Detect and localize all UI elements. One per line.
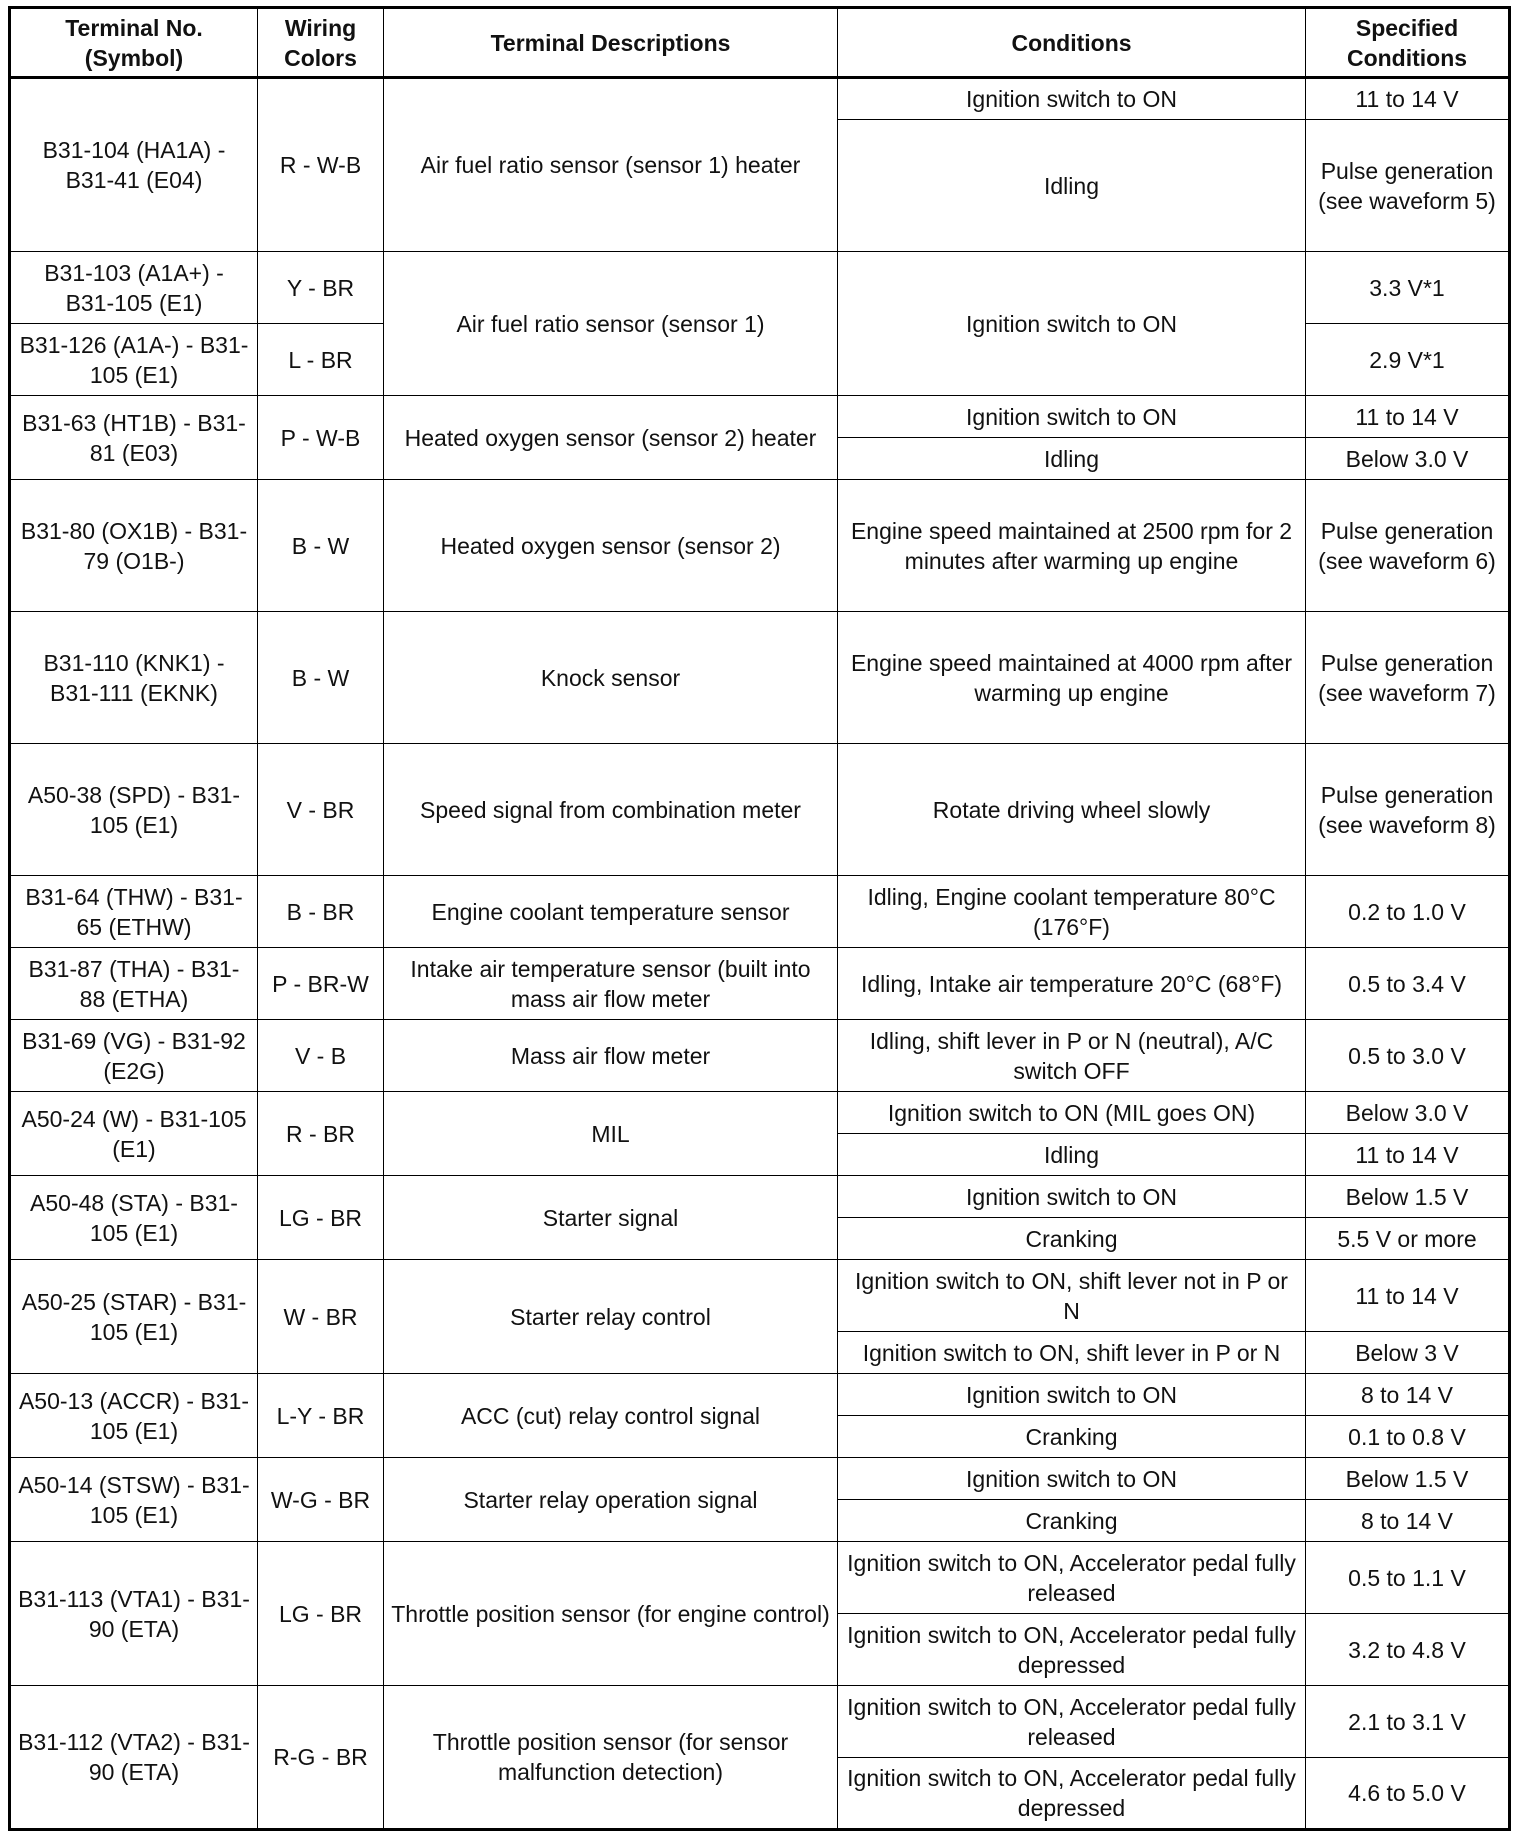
terminal-cell: B31-69 (VG) - B31-92 (E2G)	[10, 1020, 258, 1092]
spec-cell: 11 to 14 V	[1306, 78, 1510, 120]
spec-cell: Pulse generation (see waveform 6)	[1306, 480, 1510, 612]
spec-cell: 8 to 14 V	[1306, 1374, 1510, 1416]
condition-cell: Cranking	[838, 1416, 1306, 1458]
spec-cell: Below 1.5 V	[1306, 1458, 1510, 1500]
description-cell: Intake air temperature sensor (built into mass air flow meter	[384, 948, 838, 1020]
spec-cell: 2.9 V*1	[1306, 324, 1510, 396]
wiring-cell: R - BR	[258, 1092, 384, 1176]
terminal-inspection-table	[8, 6, 1511, 1831]
description-cell: Throttle position sensor (for engine control)	[384, 1542, 838, 1686]
wiring-cell: P - W-B	[258, 396, 384, 480]
description-cell: MIL	[384, 1092, 838, 1176]
wiring-cell: V - BR	[258, 744, 384, 876]
spec-cell: 5.5 V or more	[1306, 1218, 1510, 1260]
description-cell: Knock sensor	[384, 612, 838, 744]
table-row	[10, 1092, 1510, 1134]
spec-cell: 8 to 14 V	[1306, 1500, 1510, 1542]
terminal-cell: A50-14 (STSW) - B31-105 (E1)	[10, 1458, 258, 1542]
spec-cell: 4.6 to 5.0 V	[1306, 1758, 1510, 1830]
spec-cell: 3.2 to 4.8 V	[1306, 1614, 1510, 1686]
terminal-cell: B31-113 (VTA1) - B31-90 (ETA)	[10, 1542, 258, 1686]
condition-cell: Ignition switch to ON	[838, 396, 1306, 438]
condition-cell: Cranking	[838, 1500, 1306, 1542]
condition-cell: Idling	[838, 1134, 1306, 1176]
spec-cell: 2.1 to 3.1 V	[1306, 1686, 1510, 1758]
table-row	[10, 1176, 1510, 1218]
terminal-cell: B31-87 (THA) - B31-88 (ETHA)	[10, 948, 258, 1020]
terminal-cell: B31-64 (THW) - B31-65 (ETHW)	[10, 876, 258, 948]
spec-cell: Below 1.5 V	[1306, 1176, 1510, 1218]
terminal-cell: B31-104 (HA1A) - B31-41 (E04)	[10, 78, 258, 252]
table-row	[10, 252, 1510, 324]
header-row	[10, 8, 1510, 78]
header-description: Terminal Descriptions	[384, 8, 838, 78]
spec-cell: 11 to 14 V	[1306, 1260, 1510, 1332]
terminal-cell: A50-25 (STAR) - B31-105 (E1)	[10, 1260, 258, 1374]
spec-cell: 11 to 14 V	[1306, 396, 1510, 438]
header-specified: Specified Conditions	[1306, 8, 1510, 78]
header-wiring: Wiring Colors	[258, 8, 384, 78]
table-row	[10, 744, 1510, 876]
description-cell: Starter relay control	[384, 1260, 838, 1374]
wiring-cell: B - W	[258, 480, 384, 612]
description-cell: Air fuel ratio sensor (sensor 1)	[384, 252, 838, 396]
condition-cell: Ignition switch to ON	[838, 78, 1306, 120]
terminal-cell: B31-80 (OX1B) - B31-79 (O1B-)	[10, 480, 258, 612]
condition-cell: Ignition switch to ON (MIL goes ON)	[838, 1092, 1306, 1134]
condition-cell: Ignition switch to ON	[838, 1176, 1306, 1218]
table-row	[10, 480, 1510, 612]
spec-cell: 0.5 to 3.4 V	[1306, 948, 1510, 1020]
table-row	[10, 1458, 1510, 1500]
condition-cell: Ignition switch to ON	[838, 1374, 1306, 1416]
description-cell: Throttle position sensor (for sensor malfunction detection)	[384, 1686, 838, 1830]
wiring-cell: P - BR-W	[258, 948, 384, 1020]
wiring-cell: Y - BR	[258, 252, 384, 324]
wiring-cell: B - W	[258, 612, 384, 744]
terminal-cell: B31-63 (HT1B) - B31-81 (E03)	[10, 396, 258, 480]
terminal-cell: B31-112 (VTA2) - B31-90 (ETA)	[10, 1686, 258, 1830]
wiring-cell: B - BR	[258, 876, 384, 948]
condition-cell: Ignition switch to ON, Accelerator pedal fully released	[838, 1686, 1306, 1758]
condition-cell: Ignition switch to ON, shift lever in P or N	[838, 1332, 1306, 1374]
terminal-cell: A50-48 (STA) - B31-105 (E1)	[10, 1176, 258, 1260]
wiring-cell: LG - BR	[258, 1542, 384, 1686]
description-cell: Starter signal	[384, 1176, 838, 1260]
table-row	[10, 612, 1510, 744]
wiring-cell: R - W-B	[258, 78, 384, 252]
condition-cell: Ignition switch to ON, Accelerator pedal fully depressed	[838, 1614, 1306, 1686]
condition-cell: Idling	[838, 120, 1306, 252]
condition-cell: Idling, Engine coolant temperature 80°C (176°F)	[838, 876, 1306, 948]
spec-cell: 0.2 to 1.0 V	[1306, 876, 1510, 948]
condition-cell: Ignition switch to ON	[838, 1458, 1306, 1500]
header-terminal: Terminal No. (Symbol)	[10, 8, 258, 78]
condition-cell: Engine speed maintained at 2500 rpm for 2 minutes after warming up engine	[838, 480, 1306, 612]
terminal-cell: B31-126 (A1A-) - B31-105 (E1)	[10, 324, 258, 396]
spec-cell: 0.5 to 3.0 V	[1306, 1020, 1510, 1092]
spec-cell: Below 3.0 V	[1306, 1092, 1510, 1134]
spec-cell: Pulse generation (see waveform 5)	[1306, 120, 1510, 252]
spec-cell: 0.1 to 0.8 V	[1306, 1416, 1510, 1458]
terminal-cell: B31-110 (KNK1) - B31-111 (EKNK)	[10, 612, 258, 744]
table-row	[10, 1686, 1510, 1758]
table-row	[10, 1020, 1510, 1092]
description-cell: Starter relay operation signal	[384, 1458, 838, 1542]
description-cell: Speed signal from combination meter	[384, 744, 838, 876]
wiring-cell: L - BR	[258, 324, 384, 396]
wiring-cell: W-G - BR	[258, 1458, 384, 1542]
description-cell: Engine coolant temperature sensor	[384, 876, 838, 948]
condition-cell: Ignition switch to ON, shift lever not in P or N	[838, 1260, 1306, 1332]
spec-cell: 11 to 14 V	[1306, 1134, 1510, 1176]
terminal-cell: A50-13 (ACCR) - B31-105 (E1)	[10, 1374, 258, 1458]
description-cell: Heated oxygen sensor (sensor 2)	[384, 480, 838, 612]
wiring-cell: R-G - BR	[258, 1686, 384, 1830]
condition-cell: Rotate driving wheel slowly	[838, 744, 1306, 876]
spec-cell: Below 3.0 V	[1306, 438, 1510, 480]
wiring-cell: W - BR	[258, 1260, 384, 1374]
description-cell: Heated oxygen sensor (sensor 2) heater	[384, 396, 838, 480]
spec-cell: Pulse generation (see waveform 7)	[1306, 612, 1510, 744]
table-row	[10, 1542, 1510, 1614]
table-row	[10, 876, 1510, 948]
terminal-cell: A50-38 (SPD) - B31-105 (E1)	[10, 744, 258, 876]
table-row	[10, 396, 1510, 438]
description-cell: Mass air flow meter	[384, 1020, 838, 1092]
terminal-cell: B31-103 (A1A+) - B31-105 (E1)	[10, 252, 258, 324]
header-conditions: Conditions	[838, 8, 1306, 78]
description-cell: ACC (cut) relay control signal	[384, 1374, 838, 1458]
spec-cell: Pulse generation (see waveform 8)	[1306, 744, 1510, 876]
wiring-cell: L-Y - BR	[258, 1374, 384, 1458]
spec-cell: Below 3 V	[1306, 1332, 1510, 1374]
wiring-cell: V - B	[258, 1020, 384, 1092]
wiring-cell: LG - BR	[258, 1176, 384, 1260]
condition-cell: Idling, shift lever in P or N (neutral), A/C switch OFF	[838, 1020, 1306, 1092]
table-row	[10, 1260, 1510, 1332]
condition-cell: Idling	[838, 438, 1306, 480]
condition-cell: Idling, Intake air temperature 20°C (68°F)	[838, 948, 1306, 1020]
spec-cell: 3.3 V*1	[1306, 252, 1510, 324]
table-row	[10, 78, 1510, 120]
condition-cell: Engine speed maintained at 4000 rpm after warming up engine	[838, 612, 1306, 744]
description-cell: Air fuel ratio sensor (sensor 1) heater	[384, 78, 838, 252]
table-row	[10, 1374, 1510, 1416]
condition-cell: Ignition switch to ON	[838, 252, 1306, 396]
spec-cell: 0.5 to 1.1 V	[1306, 1542, 1510, 1614]
condition-cell: Ignition switch to ON, Accelerator pedal fully depressed	[838, 1758, 1306, 1830]
condition-cell: Ignition switch to ON, Accelerator pedal fully released	[838, 1542, 1306, 1614]
condition-cell: Cranking	[838, 1218, 1306, 1260]
terminal-cell: A50-24 (W) - B31-105 (E1)	[10, 1092, 258, 1176]
table-row	[10, 948, 1510, 1020]
